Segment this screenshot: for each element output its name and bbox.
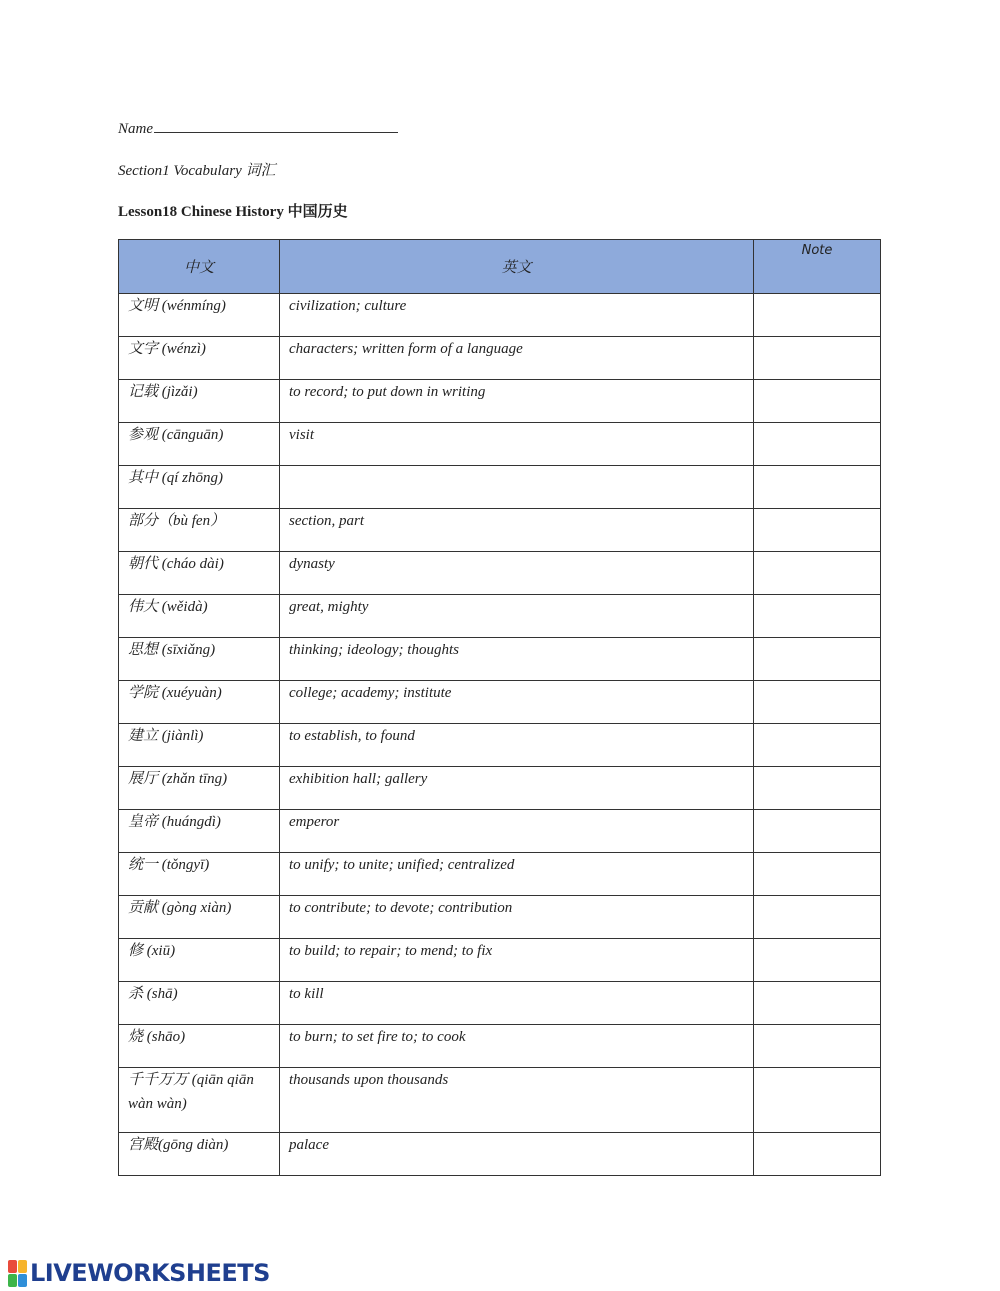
cell-note[interactable]: [754, 1025, 881, 1068]
cell-english: great, mighty: [280, 595, 754, 638]
table-row: [119, 724, 881, 767]
cell-english: section, part: [280, 509, 754, 552]
cell-english: visit: [280, 423, 754, 466]
name-label: Name: [118, 121, 153, 137]
cell-chinese: 文字 (wénzì): [119, 337, 280, 380]
cell-note[interactable]: [754, 466, 881, 509]
cell-english: dynasty: [280, 552, 754, 595]
cell-note[interactable]: [754, 767, 881, 810]
table-row: [119, 982, 881, 1025]
cell-note[interactable]: [754, 681, 881, 724]
cell-english: to unify; to unite; unified; centralized: [280, 853, 754, 896]
cell-chinese: 部分（bù fen）: [119, 509, 280, 552]
cell-note[interactable]: [754, 509, 881, 552]
cell-chinese: 参观 (cānguān): [119, 423, 280, 466]
column-header-note: Note: [754, 240, 881, 294]
table-row: [119, 681, 881, 724]
table-row: [119, 552, 881, 595]
cell-note[interactable]: [754, 552, 881, 595]
cell-english: [280, 466, 754, 509]
cell-chinese: 皇帝 (huángdì): [119, 810, 280, 853]
cell-chinese: 朝代 (cháo dài): [119, 552, 280, 595]
cell-note[interactable]: [754, 939, 881, 982]
table-row: [119, 939, 881, 982]
table-row: [119, 466, 881, 509]
cell-english: palace: [280, 1133, 754, 1176]
cell-note[interactable]: [754, 337, 881, 380]
cell-chinese: 建立 (jiànlì): [119, 724, 280, 767]
cell-english: to burn; to set fire to; to cook: [280, 1025, 754, 1068]
table-row: [119, 638, 881, 681]
table-row: [119, 595, 881, 638]
table-row: [119, 810, 881, 853]
cell-note[interactable]: [754, 810, 881, 853]
cell-english: college; academy; institute: [280, 681, 754, 724]
cell-chinese: 其中 (qí zhōng): [119, 466, 280, 509]
cell-note[interactable]: [754, 380, 881, 423]
table-row: [119, 294, 881, 337]
column-header-chinese: 中文: [119, 240, 280, 294]
cell-english: characters; written form of a language: [280, 337, 754, 380]
cell-english: civilization; culture: [280, 294, 754, 337]
logo-text: LIVEWORKSHEETS: [30, 1259, 270, 1287]
cell-english: exhibition hall; gallery: [280, 767, 754, 810]
cell-note[interactable]: [754, 595, 881, 638]
cell-note[interactable]: [754, 294, 881, 337]
cell-note[interactable]: [754, 423, 881, 466]
cell-note[interactable]: [754, 896, 881, 939]
cell-chinese: 贡献 (gòng xiàn): [119, 896, 280, 939]
section-title: Section1 Vocabulary 词汇: [118, 163, 276, 179]
cell-note[interactable]: [754, 1133, 881, 1176]
cell-english: to kill: [280, 982, 754, 1025]
name-underline: [154, 118, 398, 133]
cell-chinese: 思想 (sīxiǎng): [119, 638, 280, 681]
cell-chinese: 文明 (wénmíng): [119, 294, 280, 337]
table-row: [119, 509, 881, 552]
liveworksheets-logo: [8, 1259, 270, 1287]
cell-english: thousands upon thousands: [280, 1068, 754, 1133]
cell-english: emperor: [280, 810, 754, 853]
cell-english: to contribute; to devote; contribution: [280, 896, 754, 939]
cell-chinese: 伟大 (wěidà): [119, 595, 280, 638]
cell-english: to record; to put down in writing: [280, 380, 754, 423]
logo-badge-icon: [8, 1260, 27, 1287]
cell-english: to establish, to found: [280, 724, 754, 767]
cell-note[interactable]: [754, 1068, 881, 1133]
table-header-row: [119, 240, 881, 294]
lesson-title: Lesson18 Chinese History 中国历史: [118, 204, 348, 220]
table-row: [119, 853, 881, 896]
cell-chinese: 宫殿(gōng diàn): [119, 1133, 280, 1176]
column-header-english: 英文: [280, 240, 754, 294]
vocabulary-rows: [119, 294, 881, 1176]
cell-chinese: 记载 (jìzǎi): [119, 380, 280, 423]
cell-note[interactable]: [754, 982, 881, 1025]
cell-chinese: 杀 (shā): [119, 982, 280, 1025]
table-row: [119, 423, 881, 466]
cell-english: thinking; ideology; thoughts: [280, 638, 754, 681]
cell-note[interactable]: [754, 853, 881, 896]
table-row: [119, 896, 881, 939]
table-row: [119, 1133, 881, 1176]
table-row: [119, 380, 881, 423]
table-row: [119, 767, 881, 810]
cell-chinese: 学院 (xuéyuàn): [119, 681, 280, 724]
cell-chinese: 烧 (shāo): [119, 1025, 280, 1068]
cell-english: to build; to repair; to mend; to fix: [280, 939, 754, 982]
cell-note[interactable]: [754, 724, 881, 767]
cell-chinese: 统一 (tǒngyī): [119, 853, 280, 896]
table-row: [119, 337, 881, 380]
cell-chinese: 修 (xiū): [119, 939, 280, 982]
cell-note[interactable]: [754, 638, 881, 681]
cell-chinese: 展厅 (zhǎn tīng): [119, 767, 280, 810]
vocabulary-table: [118, 239, 881, 1176]
table-row: [119, 1068, 881, 1133]
cell-chinese: 千千万万 (qiān qiān wàn wàn): [119, 1068, 280, 1133]
table-row: [119, 1025, 881, 1068]
name-field[interactable]: [118, 118, 398, 138]
